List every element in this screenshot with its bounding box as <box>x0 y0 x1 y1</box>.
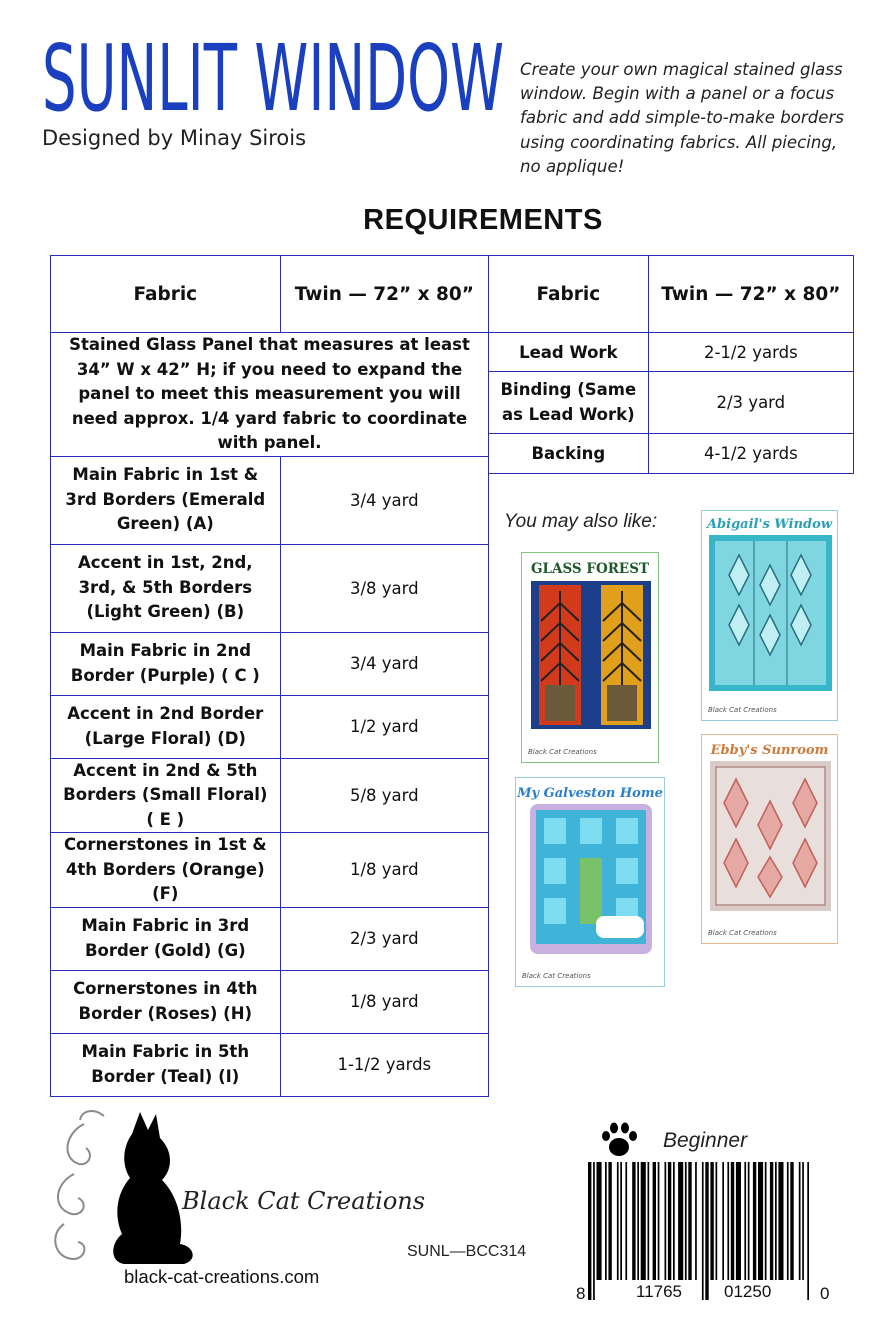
fabric-column-header: Fabric <box>51 256 281 333</box>
barcode-bar <box>658 1162 660 1280</box>
barcode-bar <box>665 1162 667 1280</box>
barcode-bar <box>710 1162 713 1280</box>
pattern-brand: Black Cat Creations <box>528 748 597 756</box>
barcode-bar <box>748 1162 750 1280</box>
barcode-icon <box>588 1162 814 1300</box>
right-requirements-table <box>488 255 854 474</box>
fabric-column-header: Fabric <box>489 256 649 333</box>
fabric-cell: Cornerstones in 1st & 4th Borders (Orange) (F) <box>51 833 281 908</box>
barcode-bar <box>617 1162 619 1280</box>
pattern-description: Create your own magical stained glass window. Begin with a panel or a focus fabric and add simple-to-make borders using coordinating fabrics. All piecing, no applique! <box>520 60 844 176</box>
pattern-brand: Black Cat Creations <box>522 972 591 980</box>
table-row <box>489 372 854 434</box>
black-cat-logo-icon <box>44 1104 194 1276</box>
barcode-bar <box>605 1162 607 1280</box>
barcode-bar <box>688 1162 691 1280</box>
table-row <box>51 907 489 970</box>
barcode-bar <box>775 1162 777 1280</box>
table-row <box>489 333 854 372</box>
table-row <box>51 758 489 833</box>
glass-forest-quilt-image <box>531 581 651 729</box>
amount-cell: 3/8 yard <box>280 544 488 632</box>
website-url[interactable]: black-cat-creations.com <box>124 1266 320 1287</box>
pattern-brand: Black Cat Creations <box>708 706 777 714</box>
barcode-bar <box>637 1162 639 1280</box>
requirements-heading: REQUIREMENTS <box>363 204 603 236</box>
amount-cell: 2/3 yard <box>648 372 853 434</box>
paw-print-icon <box>599 1120 639 1160</box>
amount-cell: 1/8 yard <box>280 833 488 908</box>
table-row <box>51 1033 489 1096</box>
barcode-digit-lead: 8 <box>576 1284 586 1303</box>
barcode-bar <box>695 1162 697 1280</box>
pattern-thumbnail-title: Ebby's Sunroom <box>710 743 829 758</box>
twin-column-header: Twin — 72” x 80” <box>280 256 488 333</box>
table-row <box>489 434 854 474</box>
barcode-bar <box>673 1162 675 1280</box>
barcode-bar <box>770 1162 773 1280</box>
amount-cell: 1/8 yard <box>280 970 488 1033</box>
amount-cell: 2/3 yard <box>280 907 488 970</box>
pattern-thumbnail-glass-forest[interactable] <box>521 552 659 763</box>
table-row <box>51 970 489 1033</box>
pattern-thumbnail-title: Abigail's Window <box>706 517 833 532</box>
product-sku: SUNL—BCC314 <box>407 1243 527 1260</box>
barcode-bar <box>731 1162 734 1280</box>
skill-level: Beginner <box>663 1129 748 1152</box>
barcode-bar <box>716 1162 718 1280</box>
barcode-bar <box>648 1162 650 1280</box>
fabric-cell: Lead Work <box>489 333 649 372</box>
pattern-thumbnail-abigails-window[interactable] <box>701 510 838 721</box>
abigails-window-quilt-image <box>709 535 832 691</box>
barcode-bar <box>641 1162 646 1280</box>
barcode-bar <box>625 1162 627 1280</box>
my-galveston-home-quilt-image <box>530 804 652 954</box>
table-row <box>51 456 489 544</box>
fabric-cell: Accent in 2nd Border (Large Floral) (D) <box>51 695 281 758</box>
fabric-cell: Cornerstones in 4th Border (Roses) (H) <box>51 970 281 1033</box>
barcode-bar <box>678 1162 683 1280</box>
amount-cell: 5/8 yard <box>280 758 488 833</box>
amount-cell: 3/4 yard <box>280 456 488 544</box>
pattern-thumbnail-title: My Galveston Home <box>517 786 663 801</box>
barcode-digits-right: 01250 <box>724 1282 772 1301</box>
pattern-thumbnail-title: GLASS FOREST <box>530 561 650 577</box>
barcode-bar <box>685 1162 687 1280</box>
table-header-row <box>489 256 854 333</box>
amount-cell: 1/2 yard <box>280 695 488 758</box>
table-row <box>51 695 489 758</box>
barcode-bar <box>593 1162 595 1300</box>
barcode-bar <box>632 1162 635 1280</box>
barcode-bar <box>799 1162 801 1280</box>
barcode-bar <box>653 1162 656 1280</box>
barcode-bar <box>765 1162 767 1280</box>
table-header-row <box>51 256 489 333</box>
fabric-cell: Main Fabric in 1st & 3rd Borders (Emerald Green) (A) <box>51 456 281 544</box>
amount-cell: 1-1/2 yards <box>280 1033 488 1096</box>
twin-column-header: Twin — 72” x 80” <box>648 256 853 333</box>
barcode-bar <box>790 1162 793 1280</box>
pattern-thumbnail-ebbys-sunroom[interactable] <box>701 734 838 944</box>
ebbys-sunroom-quilt-image <box>710 761 831 911</box>
barcode-bar <box>802 1162 804 1280</box>
fabric-cell: Binding (Same as Lead Work) <box>489 372 649 434</box>
barcode-bar <box>722 1162 724 1280</box>
amount-cell: 2-1/2 yards <box>648 333 853 372</box>
pattern-brand: Black Cat Creations <box>708 929 777 937</box>
table-row <box>51 833 489 908</box>
table-row <box>51 544 489 632</box>
barcode-bar <box>668 1162 671 1280</box>
barcode-bar <box>597 1162 602 1280</box>
panel-note-row <box>51 333 489 457</box>
barcode-digit-check: 0 <box>820 1284 830 1303</box>
pattern-thumbnail-my-galveston-home[interactable] <box>515 777 665 987</box>
designer-credit: Designed by Minay Sirois <box>42 126 307 150</box>
fabric-cell: Main Fabric in 2nd Border (Purple) ( C ) <box>51 632 281 695</box>
barcode-bar <box>608 1162 611 1280</box>
fabric-cell: Backing <box>489 434 649 474</box>
barcode-bar <box>620 1162 622 1280</box>
table-row <box>51 632 489 695</box>
barcode-bar <box>807 1162 809 1300</box>
brand-logo-text: Black Cat Creations <box>182 1187 426 1215</box>
barcode-bar <box>778 1162 783 1280</box>
pattern-title <box>40 30 510 122</box>
barcode-bar <box>705 1162 708 1300</box>
amount-cell: 3/4 yard <box>280 632 488 695</box>
barcode-bar <box>787 1162 789 1280</box>
pattern-title-text: SUNLIT WINDOW <box>42 30 505 122</box>
barcode-bar <box>727 1162 729 1280</box>
also-like-label: You may also like: <box>504 511 658 532</box>
fabric-cell: Accent in 1st, 2nd, 3rd, & 5th Borders (Light Green) (B) <box>51 544 281 632</box>
barcode-bar <box>758 1162 763 1280</box>
amount-cell: 4-1/2 yards <box>648 434 853 474</box>
barcode-bar <box>588 1162 591 1300</box>
fabric-cell: Main Fabric in 3rd Border (Gold) (G) <box>51 907 281 970</box>
barcode-bar <box>744 1162 746 1280</box>
barcode-digits-left: 11765 <box>636 1282 683 1301</box>
barcode-bar <box>753 1162 756 1280</box>
fabric-cell: Accent in 2nd & 5th Borders (Small Floral) ( E ) <box>51 758 281 833</box>
barcode-bar <box>736 1162 741 1280</box>
left-requirements-table <box>50 255 489 1097</box>
panel-note: Stained Glass Panel that measures at least 34” W x 42” H; if you need to expand the panel to meet this measurement you will need approx. 1/4 yard fabric to coordinate with panel. <box>51 333 489 457</box>
barcode-bar <box>702 1162 704 1300</box>
fabric-cell: Main Fabric in 5th Border (Teal) (I) <box>51 1033 281 1096</box>
